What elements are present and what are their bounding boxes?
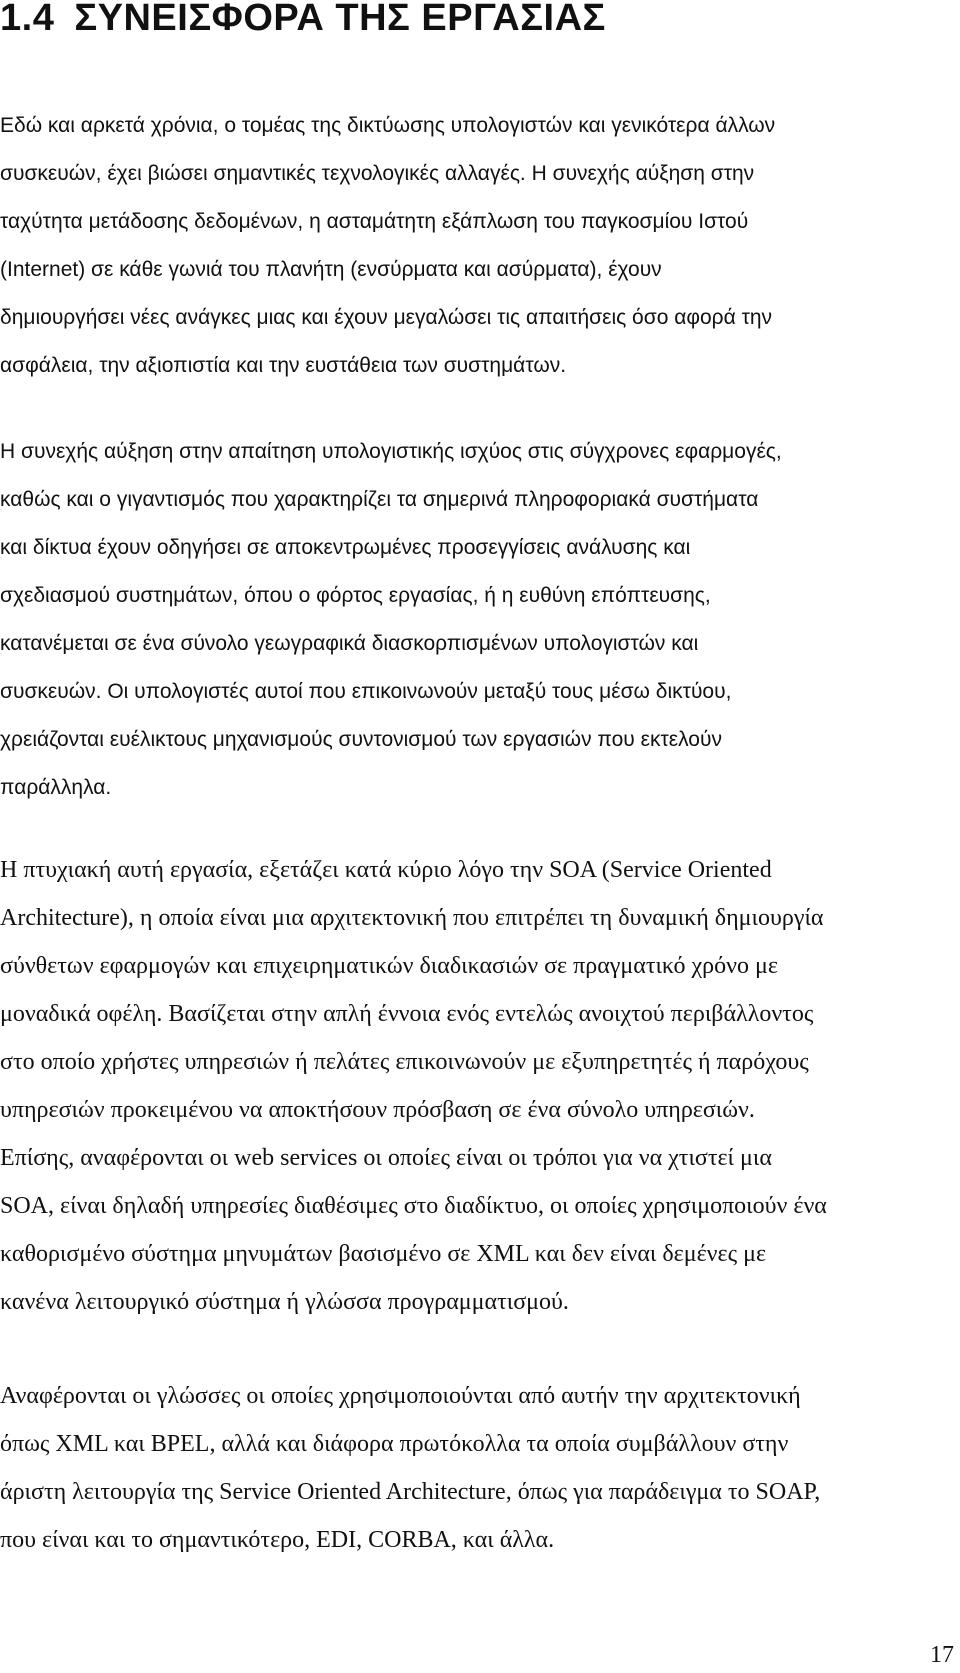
text-line: (Internet) σε κάθε γωνιά του πλανήτη (ενσύρματα και ασύρματα), έχουν <box>0 258 662 281</box>
text-line: σύνθετων εφαρμογών και επιχειρηματικών διαδικασιών σε πραγματικό χρόνο με <box>0 953 778 979</box>
text-line: κατανέμεται σε ένα σύνολο γεωγραφικά διασκορπισμένων υπολογιστών και <box>0 632 699 655</box>
paragraph-intro <box>0 102 940 390</box>
text-line: παράλληλα. <box>0 776 112 799</box>
text-line: ασφάλεια, την αξιοπιστία και την ευστάθεια των συστημάτων. <box>0 354 567 377</box>
page-number: 17 <box>930 1642 954 1668</box>
text-line: καθώς και ο γιγαντισμός που χαρακτηρίζει τα σημερινά πληροφοριακά συστήματα <box>0 488 759 511</box>
text-line: και δίκτυα έχουν οδηγήσει σε αποκεντρωμένες προσεγγίσεις ανάλυσης και <box>0 536 691 559</box>
text-line: Επίσης, αναφέρονται οι web services οι οποίες είναι οι τρόποι για να χτιστεί μια <box>0 1145 772 1171</box>
text-line: Η πτυχιακή αυτή εργασία, εξετάζει κατά κύριο λόγο την SOA (Service Oriented <box>0 857 772 883</box>
text-line: υπηρεσιών προκειμένου να αποκτήσουν πρόσβαση σε ένα σύνολο υπηρεσιών. <box>0 1097 755 1123</box>
text-line: καθορισμένο σύστημα μηνυμάτων βασισμένο σε XML και δεν είναι δεμένες με <box>0 1241 767 1267</box>
section-number: 1.4 <box>0 0 55 39</box>
text-line: Architecture), η οποία είναι μια αρχιτεκτονική που επιτρέπει τη δυναμική δημιουργία <box>0 905 824 931</box>
section-heading <box>0 0 606 38</box>
text-line: δημιουργήσει νέες ανάγκες μιας και έχουν μεγαλώσει τις απαιτήσεις όσο αφορά την <box>0 306 773 329</box>
text-line: χρειάζονται ευέλικτους μηχανισμούς συντονισμού των εργασιών που εκτελούν <box>0 728 722 751</box>
text-line: κανένα λειτουργικό σύστημα ή γλώσσα προγραμματισμού. <box>0 1289 569 1315</box>
section-title: ΣΥΝΕΙΣΦΟΡΑ ΤΗΣ ΕΡΓΑΣΙΑΣ <box>74 0 606 39</box>
text-line: Αναφέρονται οι γλώσσες οι οποίες χρησιμοποιούνται από αυτήν την αρχιτεκτονική <box>0 1383 801 1409</box>
text-line: όπως XML και BPEL, αλλά και διάφορα πρωτόκολλα τα οποία συμβάλλουν στην <box>0 1431 789 1457</box>
text-line: στο οποίο χρήστες υπηρεσιών ή πελάτες επικοινωνούν με εξυπηρετητές ή παρόχους <box>0 1049 809 1075</box>
text-line: Η συνεχής αύξηση στην απαίτηση υπολογιστικής ισχύος στις σύγχρονες εφαρμογές, <box>0 440 782 463</box>
text-line: σχεδιασμού συστημάτων, όπου ο φόρτος εργασίας, ή η ευθύνη επόπτευσης, <box>0 584 711 607</box>
paragraph-distributed-systems <box>0 428 940 812</box>
paragraph-languages-protocols <box>0 1372 940 1564</box>
text-line: συσκευών. Οι υπολογιστές αυτοί που επικοινωνούν μεταξύ τους μέσω δικτύου, <box>0 680 732 703</box>
text-line: που είναι και το σημαντικότερο, EDI, CORBA, και άλλα. <box>0 1527 555 1553</box>
text-line: συσκευών, έχει βιώσει σημαντικές τεχνολογικές αλλαγές. Η συνεχής αύξηση στην <box>0 162 755 185</box>
text-line: Εδώ και αρκετά χρόνια, ο τομέας της δικτύωσης υπολογιστών και γενικότερα άλλων <box>0 114 776 137</box>
text-line: ταχύτητα μετάδοσης δεδομένων, η ασταμάτητη εξάπλωση του παγκοσμίου Ιστού <box>0 210 749 233</box>
text-line: άριστη λειτουργία της Service Oriented Architecture, όπως για παράδειγμα το SOAP, <box>0 1479 821 1505</box>
text-line: SOA, είναι δηλαδή υπηρεσίες διαθέσιμες στο διαδίκτυο, οι οποίες χρησιμοποιούν ένα <box>0 1193 827 1219</box>
text-line: μοναδικά οφέλη. Βασίζεται στην απλή έννοια ενός εντελώς ανοιχτού περιβάλλοντος <box>0 1001 814 1027</box>
paragraph-soa <box>0 846 940 1326</box>
